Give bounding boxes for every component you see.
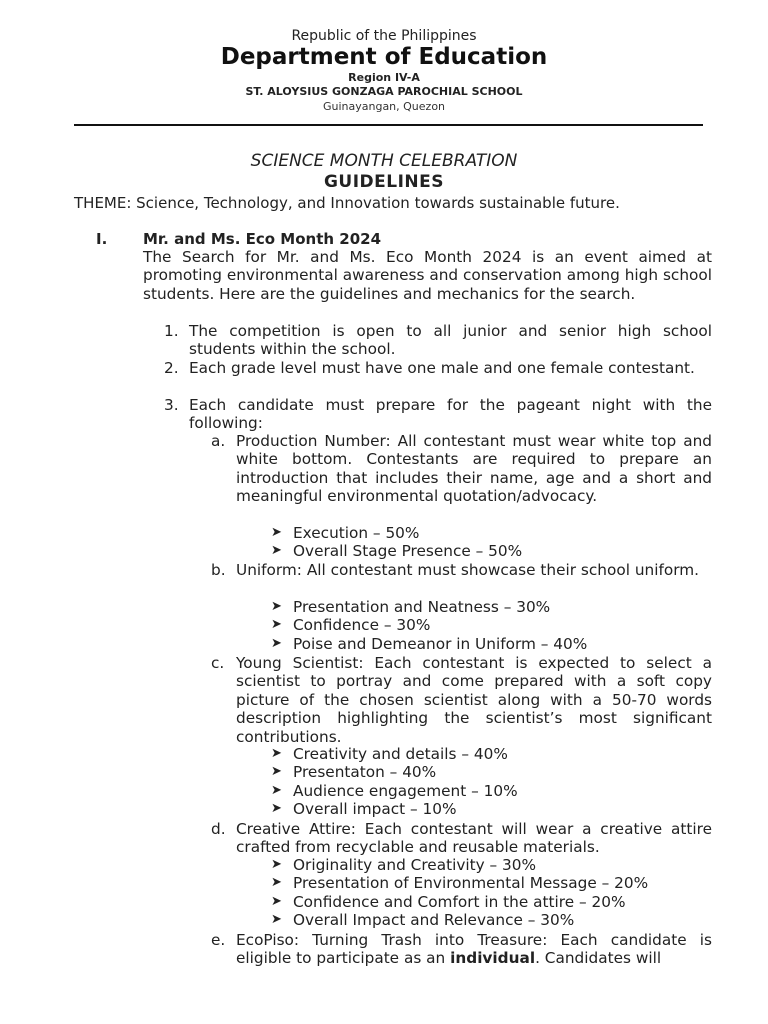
rule-number: 2.: [164, 359, 179, 377]
criteria-list: [271, 745, 518, 819]
criteria-list: [271, 524, 522, 561]
category-letter: d.: [211, 820, 226, 838]
arrowhead-bullet-icon: ➤: [271, 635, 282, 651]
criteria-list: [271, 856, 648, 930]
category-letter: a.: [211, 432, 226, 450]
arrowhead-bullet-icon: ➤: [271, 893, 282, 909]
section-title: Mr. and Ms. Eco Month 2024: [143, 230, 382, 248]
category-item: [211, 820, 712, 857]
criteria-item: ➤ Presentation and Neatness – 30%: [271, 598, 551, 616]
arrowhead-bullet-icon: ➤: [271, 746, 282, 761]
rule-item: [164, 359, 712, 377]
rule-number: 1.: [164, 322, 179, 340]
arrowhead-bullet-icon: ➤: [271, 857, 282, 872]
criteria-item: ➤ Overall impact – 10%: [271, 800, 457, 819]
arrowhead-bullet-icon: ➤: [271, 764, 282, 780]
rule-text: Each candidate must prepare for the pageant night with the following:: [189, 396, 712, 433]
category-text: Young Scientist: Each contestant is expected to select a scientist to portray and come prepared with a soft copy picture of the chosen scientist along with a 50-70 words description highlighting the scientist’s most significant contributions.: [236, 654, 712, 746]
arrowhead-bullet-icon: ➤: [271, 801, 282, 817]
category-item: [211, 432, 712, 506]
category-text: Uniform: All contestant must showcase their school uniform.: [236, 561, 699, 579]
document-title: SCIENCE MONTH CELEBRATION: [250, 151, 518, 171]
criteria-item: ➤ Overall Impact and Relevance – 30%: [271, 911, 575, 930]
category-item: [211, 931, 712, 968]
section-intro: The Search for Mr. and Ms. Eco Month 2024 is an event aimed at promoting environmental awareness and conservation among high school students. Here are the guidelines and mechanics for the search.: [143, 248, 712, 303]
category-letter: b.: [211, 561, 226, 579]
town-line: Guinayangan, Quezon: [322, 100, 446, 113]
region-line: Region IV-A: [348, 71, 420, 84]
rule-text: The competition is open to all junior and senior high school students within the school.: [189, 322, 712, 359]
criteria-item: ➤ Audience engagement – 10%: [271, 781, 518, 800]
rule-item: [164, 396, 712, 433]
arrowhead-bullet-icon: ➤: [271, 782, 282, 798]
criteria-item: ➤ Overall Stage Presence – 50%: [271, 542, 523, 561]
category-item: [211, 654, 712, 746]
criteria-item: ➤ Confidence – 30%: [271, 616, 431, 635]
category-letter: e.: [211, 931, 226, 949]
arrowhead-bullet-icon: ➤: [271, 617, 282, 633]
theme-line: THEME: Science, Technology, and Innovation towards sustainable future.: [74, 194, 620, 212]
criteria-item: ➤ Originality and Creativity – 30%: [271, 856, 537, 874]
arrowhead-bullet-icon: ➤: [271, 875, 282, 891]
rule-text: Each grade level must have one male and one female contestant.: [189, 359, 695, 377]
emphasis-text: individual: [450, 949, 536, 968]
section-number: I.: [96, 230, 108, 248]
category-letter: c.: [211, 654, 225, 672]
criteria-item: ➤ Creativity and details – 40%: [271, 745, 508, 763]
arrowhead-bullet-icon: ➤: [271, 912, 282, 928]
category-text: EcoPiso: Turning Trash into Treasure: Each candidate is eligible to participate as an individual. Candidates will: [236, 931, 712, 968]
rule-item: [164, 322, 712, 359]
arrowhead-bullet-icon: ➤: [271, 525, 282, 540]
header-divider: [74, 124, 703, 126]
document-subtitle: GUIDELINES: [323, 172, 445, 192]
school-name: ST. ALOYSIUS GONZAGA PAROCHIAL SCHOOL: [245, 85, 523, 98]
category-text: Production Number: All contestant must wear white top and white bottom. Contestants are required to prepare an introduction that includes their name, age and a short and meaningful environmental quotation/advocacy.: [236, 432, 712, 506]
arrowhead-bullet-icon: ➤: [271, 543, 282, 559]
republic-line: Republic of the Philippines: [291, 28, 477, 44]
criteria-item: ➤ Confidence and Comfort in the attire – 20%: [271, 892, 626, 911]
criteria-item: ➤ Presentation of Environmental Message – 20%: [271, 874, 649, 893]
criteria-item: ➤ Presentaton – 40%: [271, 763, 437, 782]
department-title: Department of Education: [220, 44, 548, 70]
category-text: Creative Attire: Each contestant will wear a creative attire crafted from recyclable and reusable materials.: [236, 820, 712, 857]
criteria-item: ➤ Execution – 50%: [271, 524, 420, 542]
criteria-item: ➤ Poise and Demeanor in Uniform – 40%: [271, 634, 588, 653]
category-item: [211, 561, 712, 579]
criteria-list: [271, 598, 587, 653]
rule-number: 3.: [164, 396, 179, 414]
arrowhead-bullet-icon: ➤: [271, 599, 282, 614]
